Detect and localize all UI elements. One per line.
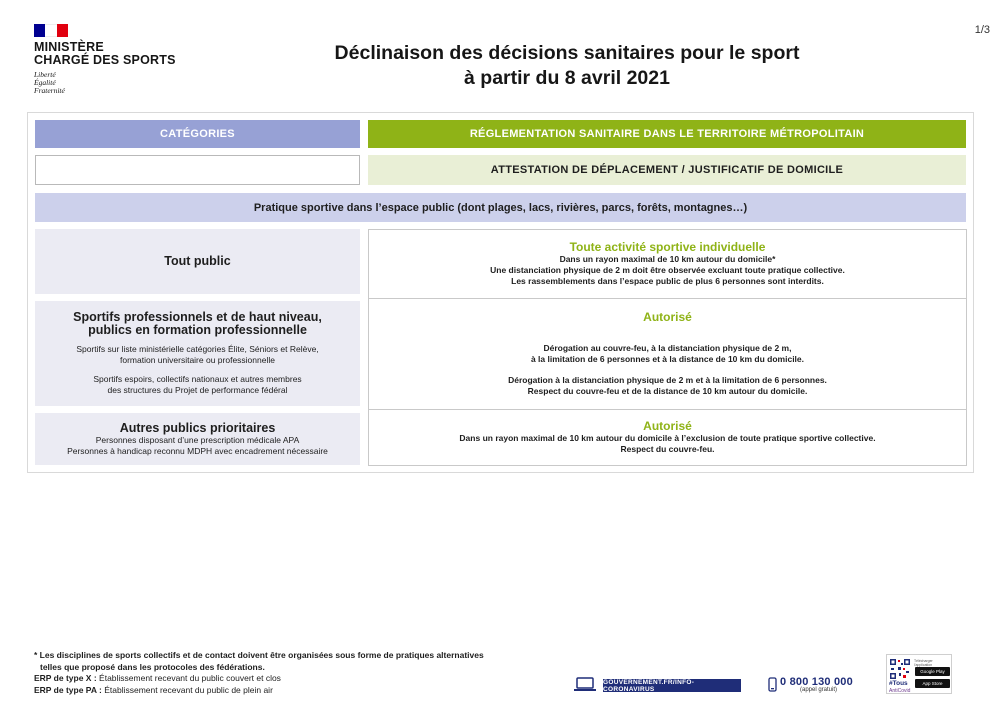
republic-motto: [34, 71, 194, 95]
category-title: Autres publics prioritaires: [119, 420, 276, 435]
regulation-line: Dans un rayon maximal de 10 km autour du domicile à l’exclusion de toute pratique sportive collective.: [459, 433, 876, 443]
laptop-icon: [573, 677, 597, 697]
section-header: Pratique sportive dans l’espace public (dont plages, lacs, rivières, parcs, forêts, montagnes…): [35, 193, 966, 222]
motto-fraternite: Fraternité: [34, 86, 65, 95]
column-header-regulation: RÉGLEMENTATION SANITAIRE DANS LE TERRITOIRE MÉTROPOLITAIN: [368, 120, 966, 148]
category-title: Tout public: [164, 254, 231, 268]
tousanticovid-app-card[interactable]: [886, 654, 952, 694]
gov-info-link[interactable]: GOUVERNEMENT.FR/INFO-CORONAVIRUS: [603, 679, 741, 692]
category-subtext: Personnes à handicap reconnu MDPH avec encadrement nécessaire: [67, 445, 328, 456]
category-subtext: Sportifs espoirs, collectifs nationaux et autres membres: [93, 374, 302, 384]
category-subtext: formation universitaire ou professionnelle: [120, 355, 275, 365]
ministry-name: [34, 41, 194, 67]
footnote-line: telles que proposé dans les protocoles des fédérations.: [40, 661, 265, 672]
phone-icon: [768, 677, 777, 697]
regulation-cell-sportifs-professionnels: [368, 298, 967, 410]
regulation-heading: Autorisé: [643, 310, 692, 324]
category-title: publics en formation professionnelle: [88, 323, 307, 337]
regulation-cell-tout-public: [368, 229, 967, 299]
category-cell-sportifs-professionnels: [35, 301, 360, 406]
attestation-header: ATTESTATION DE DÉPLACEMENT / JUSTIFICATIF DE DOMICILE: [368, 155, 966, 185]
erp-pa-text: Établissement recevant du public de plein air: [101, 684, 273, 695]
regulation-line: Dérogation au couvre-feu, à la distanciation physique de 2 m,: [543, 343, 792, 353]
page-number: 1/3: [974, 24, 990, 36]
phone-number[interactable]: 0 800 130 000: [780, 676, 853, 688]
motto-egalite: Égalité: [34, 78, 56, 87]
erp-x-text: Établissement recevant du public couvert et clos: [96, 673, 281, 683]
category-subtext: des structures du Projet de performance fédéral: [107, 385, 288, 395]
regulation-line: Dérogation à la distanciation physique de 2 m et à la limitation de 6 personnes.: [508, 375, 827, 385]
regulation-line: Respect du couvre-feu et de la distance de 10 km autour du domicile.: [527, 386, 808, 396]
qr-code-icon: [889, 658, 911, 680]
category-cell-autres-publics: [35, 413, 360, 465]
regulation-line: Dans un rayon maximal de 10 km autour du domicile*: [559, 254, 776, 264]
phone-note: (appel gratuit): [800, 687, 838, 693]
regulation-line: à la limitation de 6 personnes et à la distance de 10 km du domicile.: [530, 354, 805, 364]
empty-category-cell: [35, 155, 360, 185]
regulation-heading: Autorisé: [643, 419, 692, 433]
column-header-categories: CATÉGORIES: [35, 120, 360, 148]
google-play-badge[interactable]: Google Play: [915, 667, 950, 676]
document-title-line1: Déclinaison des décisions sanitaires pour le sport: [334, 42, 800, 64]
category-title: Sportifs professionnels et de haut niveau,: [73, 310, 322, 324]
motto-liberte: Liberté: [34, 70, 56, 79]
regulation-cell-autres-publics: [368, 409, 967, 466]
erp-pa-label: ERP de type PA :: [34, 684, 102, 695]
regulation-line: Les rassemblements dans l’espace public de plus 6 personnes sont interdits.: [511, 276, 824, 286]
document-title: [300, 41, 834, 91]
footnote-line: * Les disciplines de sports collectifs et de contact doivent être organisées sous forme de pratiques alternatives: [34, 650, 484, 660]
tousanticovid-tag: [889, 681, 910, 694]
french-flag-icon: [34, 24, 68, 37]
app-tag-line2: AntiCovid: [889, 687, 911, 694]
document-title-line2: à partir du 8 avril 2021: [464, 67, 670, 89]
category-cell-tout-public: [35, 229, 360, 294]
regulation-line: Respect du couvre-feu.: [620, 444, 715, 454]
app-tag-line1: #Tous: [889, 680, 908, 687]
regulation-heading: Toute activité sportive individuelle: [569, 240, 766, 254]
ministry-logo: [34, 24, 194, 95]
ministry-name-line2: CHARGÉ DES SPORTS: [34, 53, 176, 67]
regulation-line: Une distanciation physique de 2 m doit être observée excluant toute pratique collective.: [490, 265, 845, 275]
footnotes: [34, 650, 504, 696]
category-subtext: Sportifs sur liste ministérielle catégories Élite, Séniors et Relève,: [76, 344, 319, 354]
erp-x-label: ERP de type X :: [34, 673, 97, 683]
category-subtext: Personnes disposant d’une prescription médicale APA: [95, 434, 300, 445]
app-download-caption: Télécharger l'application: [914, 659, 933, 667]
ministry-name-line1: MINISTÈRE: [34, 40, 104, 54]
app-store-badge[interactable]: App Store: [915, 679, 950, 688]
